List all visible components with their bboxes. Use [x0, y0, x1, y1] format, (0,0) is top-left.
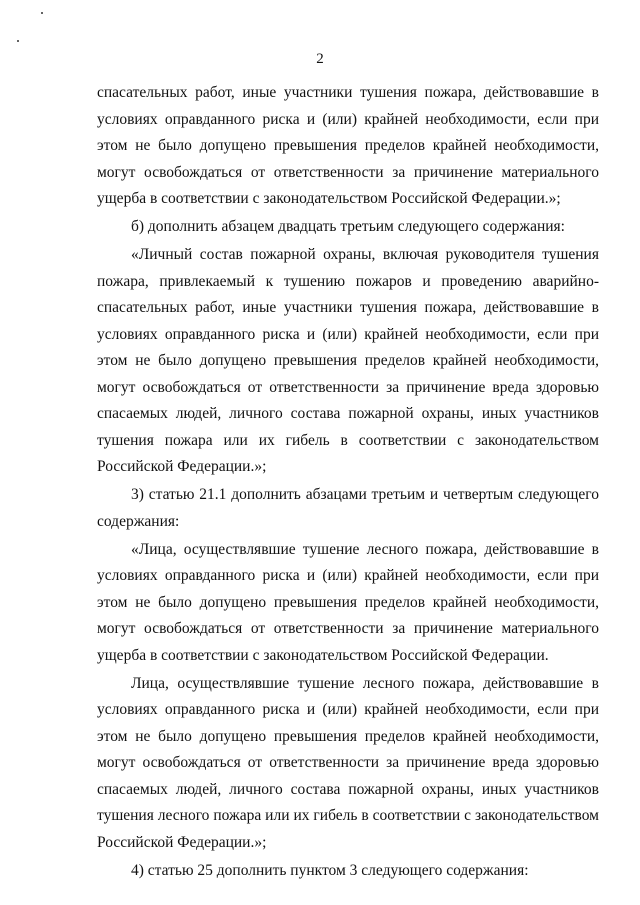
paragraph-article-25: 4) статью 25 дополнить пунктом 3 следующего содержания:	[131, 861, 529, 879]
page-number: 2	[316, 51, 324, 67]
scan-artifact-dot	[41, 12, 43, 14]
scan-artifact-dot	[17, 40, 19, 42]
paragraph-quote-personnel: «Личный состав пожарной охраны, включая руководителя тушения пожара, привлекаемый к тушению пожаров и проведению аварийно-спасательных работ, иные участники тушения пожара, действовавшие в условиях оправданного риска и (или) крайней необходимости, если при этом не было допущено превышения пределов крайней необходимости, могут освобождаться от ответственности за причинение вреда здоровью спасаемых людей, личного состава пожарной охраны, иных участников тушения пожара или их гибель в соответствии с законодательством Российской Федерации.»;	[97, 246, 599, 475]
paragraph-quote-forest-fire-damage: «Лица, осуществлявшие тушение лесного пожара, действовавшие в условиях оправданного риска и (или) крайней необходимости, если при этом не было допущено превышения пределов крайней необходимости, могут освобождаться от ответственности за причинение материального ущерба в соответствии с законодательством Российской Федерации.	[97, 540, 599, 664]
paragraph-continuation: спасательных работ, иные участники тушения пожара, действовавшие в условиях оправданного риска и (или) крайней необходимости, если при этом не было допущено превышения пределов крайней необходимости, могут освобождаться от ответственности за причинение материального ущерба в соответствии с законодательством Российской Федерации.»;	[97, 84, 599, 207]
paragraph-article-21-1: 3) статью 21.1 дополнить абзацами третьим и четвертым следующего содержания:	[97, 486, 599, 530]
paragraph-forest-fire-health: Лица, осуществлявшие тушение лесного пожара, действовавшие в условиях оправданного риска и (или) крайней необходимости, если при этом не было допущено превышения пределов крайней необходимости, могут освобождаться от ответственности за причинение вреда здоровью спасаемых людей, личного состава пожарной охраны, иных участников тушения лесного пожара или их гибель в соответствии с законодательством Российской Федерации.»;	[97, 674, 599, 851]
paragraph-amendment-b: б) дополнить абзацем двадцать третьим следующего содержания:	[131, 218, 565, 235]
body-text	[97, 80, 599, 884]
